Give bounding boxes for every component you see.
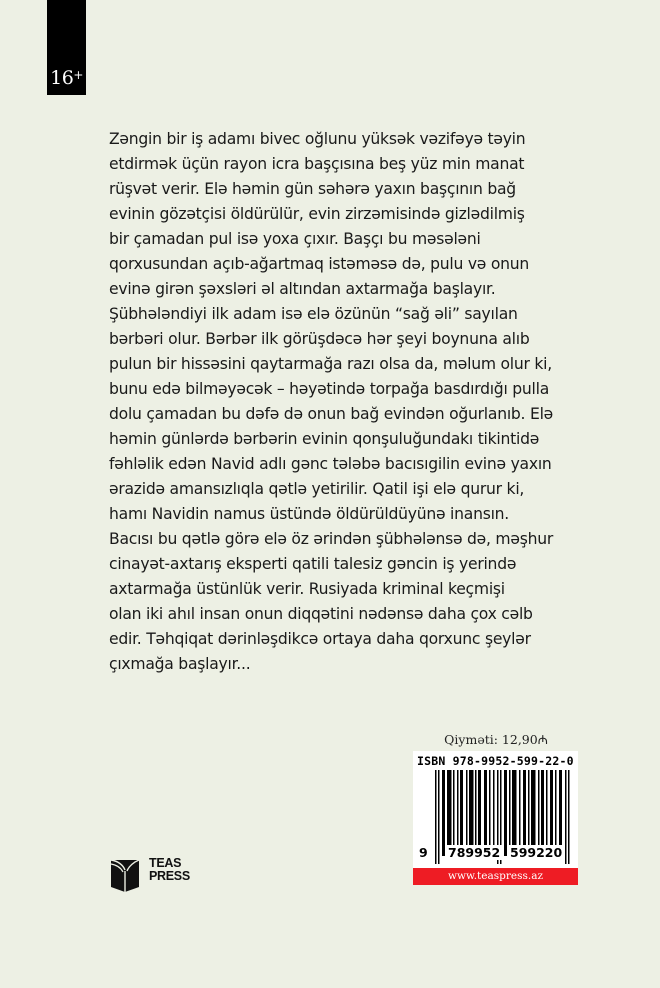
blurb-line: rüşvət verir. Elə həmin gün səhərə yaxın başçının bağ xyxy=(109,180,516,198)
blurb-line: dolu çamadan bu dəfə də onun bağ evindən oğurlanıb. Elə xyxy=(109,405,554,423)
age-rating-value: 16 xyxy=(50,67,74,89)
blurb-line: hamı Navidin namus üstündə öldürüldüyünə inansın. xyxy=(109,505,510,523)
blurb-line: cinayət-axtarış eksperti qatili talesiz gəncin iş yerində xyxy=(109,555,517,573)
blurb-line: bərbəri olur. Bərbər ilk görüşdəcə hər şeyi boynuna alıb xyxy=(109,330,530,348)
book-blurb xyxy=(109,127,609,677)
blurb-line: fəhləlik edən Navid adlı gənc tələbə bacısıgilin evinə yaxın xyxy=(109,455,552,473)
publisher-name xyxy=(149,857,190,882)
barcode-digits xyxy=(419,845,574,865)
barcode-digit-first: 9 xyxy=(419,845,428,860)
publisher-logo xyxy=(108,857,188,893)
blurb-line: axtarmağa üstünlük verir. Rusiyada kriminal keçmişi xyxy=(109,580,505,598)
publisher-name-line1: TEAS xyxy=(149,856,182,870)
book-shield-icon xyxy=(108,857,144,893)
isbn-barcode xyxy=(413,751,578,868)
blurb-line: etdirmək üçün rayon icra başçısına beş yüz min manat xyxy=(109,155,525,173)
isbn-label: ISBN 978-9952-599-22-0 xyxy=(417,754,574,768)
blurb-line: evinin gözətçisi öldürülür, evin zirzəmisində gizlədilmiş xyxy=(109,205,525,223)
blurb-line: Bacısı bu qətlə görə elə öz ərindən şübhələnsə də, məşhur xyxy=(109,530,554,548)
blurb-line: Zəngin bir iş adamı bivec oğlunu yüksək vəzifəyə təyin xyxy=(109,130,526,148)
publisher-url: www.teaspress.az xyxy=(413,868,578,885)
publisher-name-line2: PRESS xyxy=(149,868,190,883)
age-rating-badge xyxy=(47,0,86,95)
blurb-line: bunu edə bilməyəcək – həyətində torpağa basdırdığı pulla xyxy=(109,380,550,398)
blurb-line: həmin günlərdə bərbərin evinin qonşuluğundakı tikintidə xyxy=(109,430,540,448)
blurb-line: pulun bir hissəsini qaytarmağa razı olsa da, məlum olur ki, xyxy=(109,355,552,373)
blurb-line: Şübhələndiyi ilk adam isə elə özünün “sağ əli” sayılan xyxy=(109,305,518,323)
age-rating-suffix: + xyxy=(73,68,83,82)
barcode-digits-right: 599220 xyxy=(510,845,563,860)
blurb-line: çıxmağa başlayır... xyxy=(109,655,251,673)
barcode-digits-left: 789952 xyxy=(448,845,501,860)
blurb-line: qorxusundan açıb-ağartmaq istəməsə də, pulu və onun xyxy=(109,255,530,273)
blurb-line: bir çamadan pul isə yoxa çıxır. Başçı bu məsələni xyxy=(109,230,481,248)
blurb-line: evinə girən şəxsləri əl altından axtarmağa başlayır. xyxy=(109,280,496,298)
price-label: Qiymәti: 12,90₼ xyxy=(444,732,548,747)
blurb-line: olan iki ahıl insan onun diqqətini nədənsə daha çox cəlb xyxy=(109,605,533,623)
age-rating-label xyxy=(47,67,86,89)
blurb-line: ərazidə amansızlıqla qətlə yetirilir. Qatil işi elə qurur ki, xyxy=(109,480,525,498)
blurb-line: edir. Təhqiqat dərinləşdikcə ortaya daha qorxunc şeylər xyxy=(109,630,531,648)
